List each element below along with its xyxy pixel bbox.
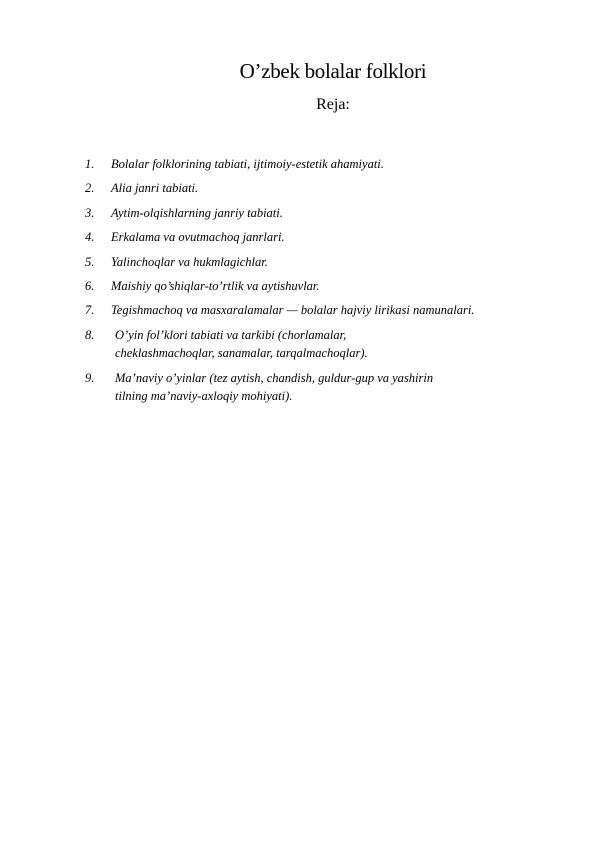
plan-item-text (85, 253, 575, 271)
plan-item-line: O’yin fol’klori tabiati va tarkibi (chorlamalar, (115, 327, 347, 342)
plan-item-line: Aytim-olqishlarning janriy tabiati. (111, 205, 283, 220)
plan-item-text (85, 301, 575, 319)
plan-item-number: 3. (85, 205, 95, 220)
plan-item-6 (85, 277, 575, 295)
plan-item-line: Maishiy qo’shiqlar-to’rtlik va aytishuvlar. (111, 279, 320, 294)
plan-item-line: tilning ma’naviy-axloqiy mohiyati). (115, 389, 293, 404)
plan-item-number: 4. (85, 230, 95, 245)
plan-item-text (85, 179, 575, 197)
plan-item-text (85, 204, 575, 222)
plan-item-4 (85, 228, 575, 246)
plan-item-5 (85, 253, 575, 271)
plan-item-3 (85, 204, 575, 222)
plan-item-2 (85, 179, 575, 197)
plan-item-number: 8. (85, 327, 95, 342)
plan-item-7 (85, 301, 575, 319)
plan-item-line: Bolalar folklorining tabiati, ijtimoiy-estetik ahamiyati. (111, 157, 384, 171)
plan-item-8 (85, 326, 575, 363)
plan-list (85, 155, 575, 411)
plan-item-text (85, 155, 575, 173)
plan-item-line: Yalinchoqlar va hukmlagichlar. (111, 254, 268, 269)
document-title: O’zbek bolalar folklori (239, 59, 427, 83)
plan-item-line: Erkalama va ovutmachoq janrlari. (111, 230, 285, 245)
plan-item-number: 2. (85, 181, 95, 196)
plan-item-text (85, 326, 575, 363)
plan-item-number: 9. (85, 370, 95, 385)
plan-item-line: Tegishmachoq va masxaralamalar — bolalar hajviy lirikasi namunalari. (111, 303, 475, 318)
plan-item-line: Alia janri tabiati. (111, 181, 199, 196)
plan-item-number: 5. (85, 254, 95, 269)
plan-heading: Reja: (316, 96, 350, 113)
plan-item-number: 6. (85, 279, 95, 294)
plan-item-number: 1. (85, 157, 95, 171)
plan-item-text (85, 228, 575, 246)
plan-item-line: cheklashmachoqlar, sanamalar, tarqalmachoqlar). (115, 346, 368, 361)
plan-item-number: 7. (85, 303, 95, 318)
plan-item-line: Ma’naviy o’yinlar (tez aytish, chandish, guldur-gup va yashirin (115, 370, 434, 385)
plan-item-text (85, 277, 575, 295)
plan-item-1 (85, 155, 575, 173)
plan-item-9 (85, 369, 575, 406)
plan-item-text (85, 369, 575, 406)
